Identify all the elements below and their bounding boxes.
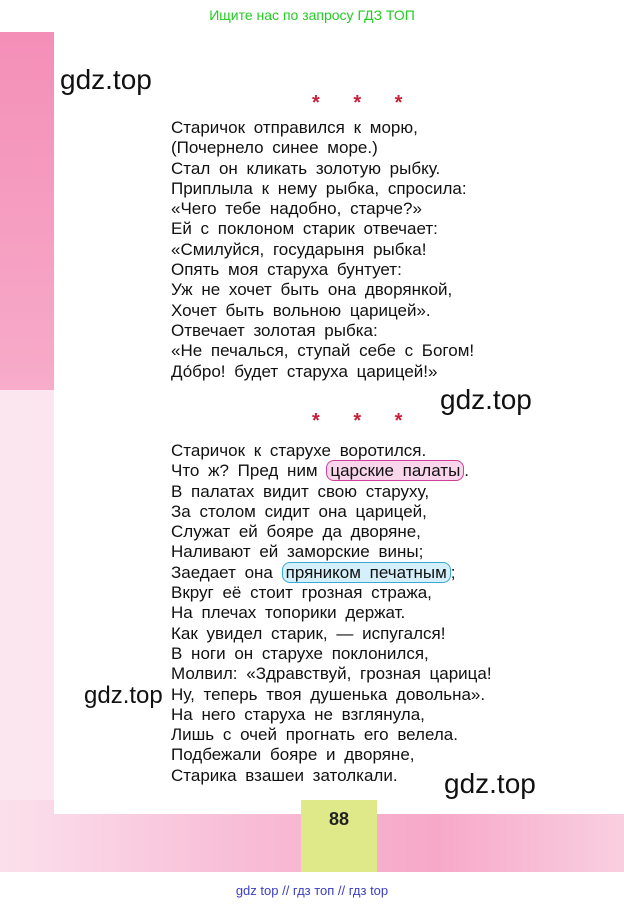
poem-line: Подбежали бояре и дворяне, [171,745,415,765]
stanza-separator: * * * [312,92,417,114]
poem-line: (Почернело синее море.) [171,138,378,158]
poem-line: Отвечает золотая рыбка: [171,320,378,340]
line-text: . [464,461,470,481]
poem-line: Стал он кликать золотую рыбку. [171,158,441,178]
stanza-2 [171,441,492,786]
highlight-pink: царские палаты [326,460,464,481]
line-text: ; [450,562,456,582]
poem-line: На плечах топорики держат. [171,603,406,623]
poem-line: Ей с поклоном старик отвечает: [171,219,438,239]
poem-line: Как увидел старик, — испугался! [171,623,446,643]
poem-line: В ноги он старухе поклонился, [171,643,429,663]
poem-line: Молвил: «Здравствуй, грозная царица! [171,664,492,684]
poem-line: Наливают ей заморские вины; [171,542,424,562]
highlight-blue: пряником печатным [282,562,451,583]
poem-line: Служат ей бояре да дворяне, [171,522,421,542]
poem-line: За столом сидит она царицей, [171,501,427,521]
poem-line: До́бро! будет старуха царицей!» [171,361,438,381]
poem-line: Вкруг её стоит грозная стража, [171,583,432,603]
line-text: Заедает она [171,562,282,582]
watermark: gdz.top [60,64,152,95]
poem-line: На него старуха не взглянула, [171,704,425,724]
watermark: gdz.top [444,768,536,799]
poem-line: Ну, теперь твоя душенька довольна». [171,684,486,704]
poem-line: «Не печалься, ступай себе с Богом! [171,341,475,361]
poem-line: Старичок отправился к морю, [171,118,418,137]
poem-line: «Смилуйся, государыня рыбка! [171,239,427,259]
poem-line: Старика взашеи затолкали. [171,765,398,785]
poem-line [171,563,492,583]
stanza-separator: * * * [312,410,417,432]
poem-line: Лишь с очей прогнать его велела. [171,725,458,745]
poem-line: Хочет быть вольною царицей». [171,300,431,320]
poem-line: Уж не хочет быть она дворянкой, [171,280,453,300]
poem-line [171,461,492,481]
stanza-1 [171,118,474,382]
watermark: gdz.top [84,682,163,709]
line-text: Что ж? Пред ним [171,461,327,481]
watermark: gdz.top [440,384,532,415]
poem-line: В палатах видит свою старуху, [171,481,430,501]
poem-line: Приплыла к нему рыбка, спросила: [171,178,467,198]
poem-line: Опять моя старуха бунтует: [171,260,402,280]
page-number: 88 [301,800,377,872]
poem-line: Старичок к старухе воротился. [171,441,427,460]
footer-text: gdz top // гдз топ // гдз top [235,883,389,898]
poem-line: «Чего тебе надобно, старче?» [171,199,422,219]
top-banner: Ищите нас по запросу ГДЗ ТОП [209,7,415,23]
